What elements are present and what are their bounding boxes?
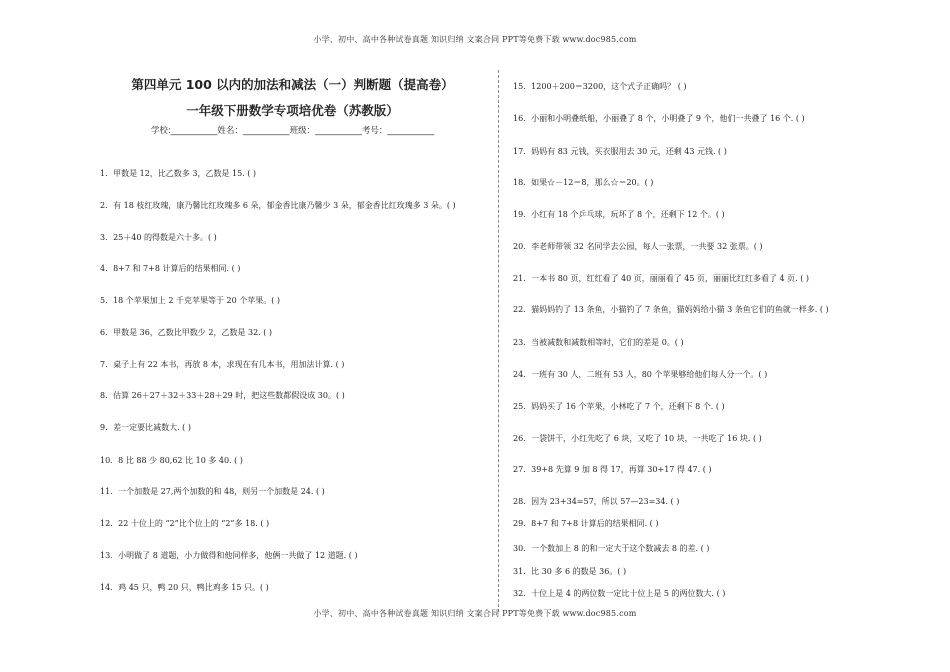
question-14: 14．鸡 45 只，鸭 20 只，鸭比鸡多 15 只。( ) (100, 583, 269, 592)
exam-subtitle: 一年级下册数学专项培优卷（苏教版） (186, 103, 399, 118)
question-19: 19．小红有 18 个乒乓球，玩坏了 8 个，还剩下 12 个。( ) (513, 210, 725, 219)
question-26: 26．一袋饼干，小红先吃了 6 块，又吃了 10 块，一共吃了 16 块. ( ) (513, 434, 762, 443)
question-29: 29．8+7 和 7+8 计算后的结果相同. ( ) (513, 519, 659, 528)
question-8: 8．估算 26＋27＋32＋33＋28＋29 时，把这些数都假设成 30。( ) (100, 391, 345, 400)
question-4: 4．8+7 和 7+8 计算后的结果相同. ( ) (100, 264, 241, 273)
question-28: 28．因为 23+34=57，所以 57—23=34. ( ) (513, 497, 680, 506)
question-25: 25．妈妈买了 16 个苹果，小林吃了 7 个，还剩下 8 个. ( ) (513, 402, 725, 411)
question-6: 6．甲数是 36，乙数比甲数少 2，乙数是 32. ( ) (100, 328, 273, 337)
title-block (100, 76, 485, 138)
question-9: 9．差一定要比减数大. ( ) (100, 423, 191, 432)
question-1: 1．甲数是 12，比乙数多 3，乙数是 15. ( ) (100, 169, 257, 178)
question-2: 2．有 18 枝红玫瑰，康乃馨比红玫瑰多 6 朵，郁金香比康乃馨少 3 朵，郁金香比红玫瑰多 3 朵。( ) (100, 201, 456, 210)
question-3: 3．25＋40 的得数是六十多。( ) (100, 233, 217, 242)
question-22: 22．猫妈妈钓了 13 条鱼，小猫钓了 7 条鱼，猫妈妈给小猫 3 条鱼它们的鱼就一样多. ( ) (513, 305, 829, 314)
question-17: 17．妈妈有 83 元钱，买衣服用去 30 元，还剩 43 元钱. ( ) (513, 147, 727, 156)
question-7: 7．桌子上有 22 本书，再放 8 本，求现在有几本书，用加法计算. ( ) (100, 360, 345, 369)
column-divider (498, 70, 499, 612)
question-15: 15．1200＋200＝3200，这个式子正确吗？ ( ) (513, 82, 687, 91)
page-header: 小学、初中、高中各种试卷真题 知识归纳 文案合同 PPT等免费下载 www.doc985.com (313, 35, 637, 44)
question-21: 21．一本书 80 页，红红看了 40 页，丽丽看了 45 页，丽丽比红红多看了 4 页. ( ) (513, 274, 810, 283)
question-12: 12．22 十位上的 “2”比个位上的 “2”多 18. ( ) (100, 519, 270, 528)
question-5: 5．18 个苹果加上 2 千克苹果等于 20 个苹果。( ) (100, 296, 281, 305)
page-footer: 小学、初中、高中各种试卷真题 知识归纳 文案合同 PPT等免费下载 www.doc985.com (313, 609, 637, 618)
question-13: 13．小明做了 8 道题，小力做得和他同样多，他俩一共做了 12 道题. ( ) (100, 551, 358, 560)
question-27: 27．39+8 先算 9 加 8 得 17，再算 30+17 得 47. ( ) (513, 465, 712, 474)
student-info-line: 学校:___________姓名：___________班级：___________考号：___________ (150, 126, 435, 136)
question-31: 31．比 30 多 6 的数是 36。( ) (513, 567, 627, 576)
exam-title: 第四单元 100 以内的加法和减法（一）判断题（提高卷） (131, 77, 454, 92)
question-23: 23．当被减数和减数相等时，它们的差是 0。( ) (513, 338, 684, 347)
question-32: 32．十位上是 4 的两位数一定比十位上是 5 的两位数大. ( ) (513, 589, 726, 598)
question-10: 10．8 比 88 少 80,62 比 10 多 40. ( ) (100, 456, 243, 465)
question-11: 11．一个加数是 27,两个加数的和 48，则另一个加数是 24. ( ) (100, 487, 325, 496)
question-24: 24．一班有 30 人，二班有 53 人，80 个苹果够给他们每人分一个。( ) (513, 370, 768, 379)
question-20: 20．李老师带领 32 名同学去公园，每人一张票，一共要 32 张票。( ) (513, 242, 763, 251)
question-16: 16．小丽和小明叠纸船，小丽叠了 8 个，小明叠了 9 个，他们一共叠了 16 个. ( ) (513, 114, 805, 123)
question-18: 18．如果☆－12＝8，那么☆＝20。( ) (513, 178, 654, 187)
question-30: 30．一个数加上 8 的和一定大于这个数减去 8 的差. ( ) (513, 544, 710, 553)
